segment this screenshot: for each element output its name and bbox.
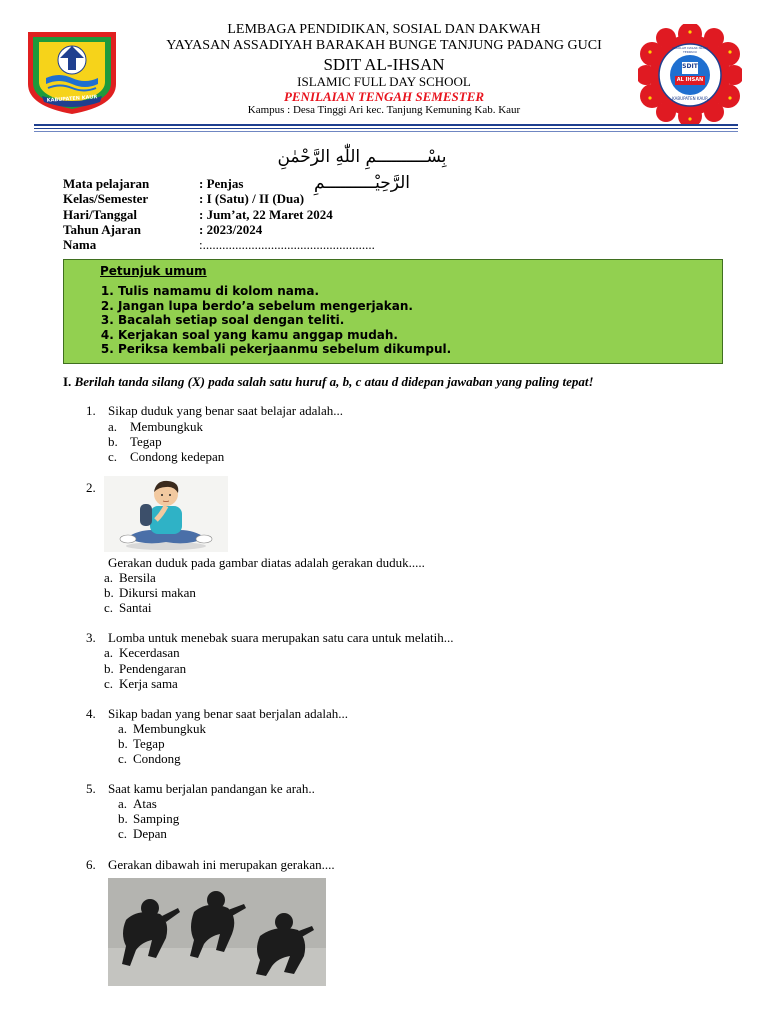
option-1c[interactable]	[108, 449, 224, 465]
info-key: Nama	[63, 237, 97, 252]
instruction-item: 4. Kerjakan soal yang kamu anggap mudah.	[118, 328, 451, 343]
general-instructions-box	[63, 259, 723, 364]
campus-address: Kampus : Desa Tinggi Ari kec. Tanjung Kemuning Kab. Kaur	[247, 104, 521, 116]
info-key: Mata pelajaran	[63, 176, 150, 191]
option-letter: c.	[104, 676, 114, 691]
option-letter: a.	[104, 570, 114, 585]
question-2-number: 2.	[86, 480, 96, 495]
info-date	[63, 207, 333, 223]
option-text: Samping	[133, 811, 180, 826]
section-number: I.	[63, 374, 72, 389]
option-letter: c.	[104, 600, 114, 615]
option-4a[interactable]	[118, 721, 206, 737]
info-value: : Jum’at, 22 Maret 2024	[199, 207, 333, 222]
option-1b[interactable]	[108, 434, 162, 450]
badge-center-text: SDIT	[682, 63, 698, 70]
option-text: Kerja sama	[119, 676, 178, 691]
section-instruction	[63, 374, 594, 390]
info-value: : 2023/2024	[199, 222, 263, 237]
header-rule-thin	[34, 128, 738, 129]
option-4c[interactable]	[118, 751, 181, 767]
question-text: Saat kamu berjalan pandangan ke arah..	[108, 781, 315, 796]
option-5a[interactable]	[118, 796, 157, 812]
option-5c[interactable]	[118, 826, 167, 842]
school-name: SDIT AL-IHSAN	[323, 55, 445, 74]
question-text: Sikap badan yang benar saat berjalan adalah...	[108, 706, 349, 721]
instruction-item: 3. Bacalah setiap soal dengan teliti.	[118, 313, 451, 328]
info-key: Hari/Tanggal	[63, 207, 137, 222]
option-3c[interactable]	[104, 676, 178, 692]
question-5	[86, 781, 315, 797]
option-letter: c.	[108, 449, 118, 464]
question-number: 5.	[86, 781, 96, 796]
option-letter: a.	[118, 721, 128, 736]
header-line-1: LEMBAGA PENDIDIKAN, SOSIAL DAN DAKWAH	[227, 22, 541, 37]
sdit-al-ihsan-badge-icon	[638, 24, 742, 126]
instructions-title: Petunjuk umum	[100, 264, 207, 278]
badge-name-text: AL IHSAN	[676, 77, 704, 83]
info-class-semester	[63, 191, 304, 207]
question-4	[86, 706, 348, 722]
question-number: 1.	[86, 403, 96, 418]
option-letter: b.	[118, 736, 128, 751]
exam-title: PENILAIAN TENGAH SEMESTER	[283, 89, 485, 104]
question-3	[86, 630, 453, 646]
info-key: Tahun Ajaran	[63, 222, 141, 237]
question-text: Lomba untuk menebak suara merupakan satu cara untuk melatih...	[108, 630, 454, 645]
frog-jump-silhouette-icon	[108, 878, 326, 986]
instruction-item: 2. Jangan lupa berdo’a sebelum mengerjakan.	[118, 299, 451, 314]
question-number: 3.	[86, 630, 96, 645]
option-letter: a.	[108, 419, 118, 434]
option-text: Santai	[119, 600, 152, 615]
option-text: Pendengaran	[119, 661, 187, 676]
option-2c[interactable]	[104, 600, 152, 616]
info-academic-year	[63, 222, 262, 238]
option-letter: b.	[104, 585, 114, 600]
option-text: Membungkuk	[133, 721, 206, 736]
option-3a[interactable]	[104, 645, 180, 661]
option-letter: b.	[118, 811, 128, 826]
info-value: : Penjas	[199, 176, 244, 191]
option-text: Bersila	[119, 570, 156, 585]
option-text: Tegap	[130, 434, 162, 449]
badge-bottom-text: KABUPATEN KAUR	[672, 96, 708, 101]
badge-ring-text: SEKOLAH DASAR ISLAM TERPADU	[672, 46, 708, 54]
info-value: : I (Satu) / II (Dua)	[199, 191, 305, 206]
header-rule	[34, 124, 738, 126]
question-2: Gerakan duduk pada gambar diatas adalah gerakan duduk.....	[108, 555, 425, 570]
instructions-list	[98, 284, 451, 357]
option-text: Depan	[133, 826, 167, 841]
question-6	[86, 857, 335, 873]
info-name	[63, 237, 375, 253]
instruction-item: 1. Tulis namamu di kolom nama.	[118, 284, 451, 299]
question-text: Sikap duduk yang benar saat belajar adalah...	[108, 403, 343, 418]
option-letter: b.	[104, 661, 114, 676]
option-3b[interactable]	[104, 661, 186, 677]
option-1a[interactable]	[108, 419, 203, 435]
name-field[interactable]: :.....................................................	[199, 237, 375, 252]
option-text: Dikursi makan	[119, 585, 196, 600]
option-text: Kecerdasan	[119, 645, 180, 660]
option-letter: c.	[118, 751, 128, 766]
option-letter: a.	[104, 645, 114, 660]
info-subject	[63, 176, 243, 192]
info-key: Kelas/Semester	[63, 191, 149, 206]
bismillah-text: بِسْــــــــــمِ اللّٰهِ الرَّحْمٰنِ الرَّحِيْــــــــــمِ	[277, 147, 447, 193]
header-rule-light	[34, 131, 738, 132]
option-letter: a.	[118, 796, 128, 811]
question-number: 4.	[86, 706, 96, 721]
instruction-item: 5. Periksa kembali pekerjaanmu sebelum dikumpul.	[118, 342, 451, 357]
option-4b[interactable]	[118, 736, 165, 752]
question-number: 6.	[86, 857, 96, 872]
option-5b[interactable]	[118, 811, 179, 827]
option-2b[interactable]	[104, 585, 196, 601]
option-text: Membungkuk	[130, 419, 203, 434]
option-letter: c.	[118, 826, 128, 841]
left-logo-label: KABUPATEN KAUR	[46, 94, 98, 104]
option-text: Atas	[133, 796, 157, 811]
option-text: Condong kedepan	[130, 449, 225, 464]
kabupaten-kaur-emblem-icon	[24, 26, 120, 116]
option-text: Tegap	[133, 736, 165, 751]
section-instruction-text: Berilah tanda silang (X) pada salah satu huruf a, b, c atau d didepan jawaban yang paling tepat!	[74, 374, 594, 389]
header-line-4: ISLAMIC FULL DAY SCHOOL	[297, 74, 471, 89]
option-text: Condong	[133, 751, 181, 766]
boy-sitting-cross-legged-icon	[104, 476, 228, 552]
bismillah-calligraphy	[248, 144, 476, 193]
question-text: Gerakan dibawah ini merupakan gerakan....	[108, 857, 335, 872]
header-line-2: YAYASAN ASSADIYAH BARAKAH BUNGE TANJUNG PADANG GUCI	[166, 38, 602, 53]
question-1	[86, 403, 343, 419]
option-2a[interactable]	[104, 570, 156, 586]
option-letter: b.	[108, 434, 118, 449]
